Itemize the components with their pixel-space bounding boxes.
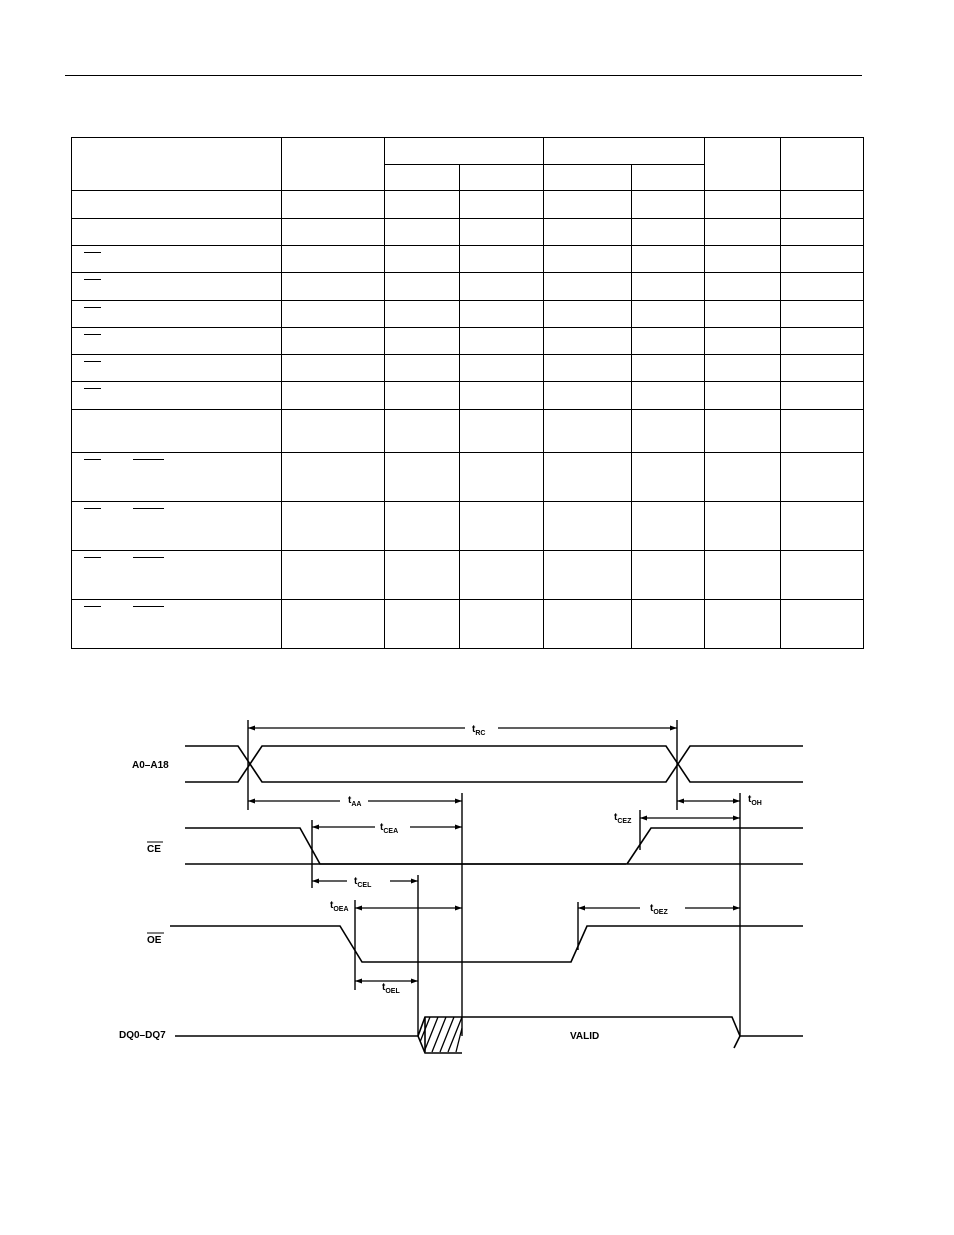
table-cell — [544, 301, 632, 328]
table-cell — [460, 355, 544, 382]
table-cell — [705, 453, 781, 502]
table-cell — [460, 600, 544, 649]
overbar-mark — [84, 307, 101, 308]
data-waveform — [175, 1017, 803, 1053]
table-cell — [385, 382, 460, 410]
table-cell — [544, 191, 632, 219]
table-cell — [632, 219, 705, 246]
overbar-mark — [133, 508, 164, 509]
table-row — [72, 191, 864, 219]
parameter-cell — [72, 246, 282, 273]
table-cell — [544, 600, 632, 649]
table-cell — [282, 355, 385, 382]
table-row — [72, 301, 864, 328]
table-cell — [282, 551, 385, 600]
table-cell — [460, 382, 544, 410]
table-cell — [632, 551, 705, 600]
table-cell — [282, 246, 385, 273]
table-cell — [705, 301, 781, 328]
data-transition-hatch — [420, 1017, 462, 1052]
table-cell — [632, 246, 705, 273]
timing-dimension-arrows — [248, 728, 740, 981]
parameter-cell — [72, 219, 282, 246]
table-cell — [544, 246, 632, 273]
table-row — [72, 328, 864, 355]
overbar-mark — [133, 459, 164, 460]
table-cell — [632, 355, 705, 382]
header-cell-min-b — [544, 165, 632, 191]
table-cell — [632, 600, 705, 649]
table-cell — [460, 453, 544, 502]
table-row — [72, 600, 864, 649]
table-cell — [781, 219, 864, 246]
table-cell — [705, 355, 781, 382]
parameter-cell — [72, 410, 282, 453]
table-cell — [460, 410, 544, 453]
table-row — [72, 246, 864, 273]
table-cell — [385, 453, 460, 502]
table-cell — [705, 600, 781, 649]
table-cell — [385, 191, 460, 219]
header-cell-symbol — [282, 138, 385, 191]
label-toel: $t_{OEL}$ — [382, 982, 400, 995]
table-cell — [781, 410, 864, 453]
label-tcea: $t_{CEA}$ — [380, 822, 399, 835]
parameter-cell — [72, 328, 282, 355]
table-cell — [781, 551, 864, 600]
label-tcez: $t_{CEZ}$ — [614, 812, 632, 825]
table-cell — [460, 246, 544, 273]
table-cell — [385, 301, 460, 328]
table-cell — [705, 246, 781, 273]
read-cycle-timing-diagram — [0, 690, 954, 1090]
header-cell-speed-grade-a — [385, 138, 544, 165]
table-cell — [282, 502, 385, 551]
overbar-mark — [84, 459, 101, 460]
header-cell-max-a — [460, 165, 544, 191]
parameter-cell — [72, 600, 282, 649]
table-cell — [632, 191, 705, 219]
table-row — [72, 273, 864, 301]
overbar-mark — [84, 279, 101, 280]
table-cell — [705, 551, 781, 600]
table-cell — [460, 273, 544, 301]
overbar-mark — [84, 252, 101, 253]
header-cell-units — [705, 138, 781, 191]
table-row — [72, 551, 864, 600]
overbar-mark — [84, 388, 101, 389]
header-cell-parameter — [72, 138, 282, 191]
table-cell — [544, 219, 632, 246]
header-rule — [65, 75, 862, 76]
table-cell — [282, 273, 385, 301]
label-taa: $t_{AA}$ — [348, 795, 362, 808]
table-row — [72, 502, 864, 551]
label-trc: $t_{RC}$ — [472, 724, 486, 737]
signal-name-data: DQ0–DQ7 — [119, 1030, 166, 1041]
table-cell — [705, 410, 781, 453]
table-cell — [460, 219, 544, 246]
table-cell — [781, 301, 864, 328]
table-cell — [385, 600, 460, 649]
parameter-cell — [72, 355, 282, 382]
table-cell — [632, 410, 705, 453]
table-cell — [632, 328, 705, 355]
signal-name-address: A0–A18 — [132, 760, 169, 771]
signal-name-output-enable: OE — [147, 935, 162, 946]
label-toh: $t_{OH}$ — [748, 794, 762, 807]
table-cell — [544, 273, 632, 301]
table-row — [72, 219, 864, 246]
table-cell — [460, 502, 544, 551]
chip-enable-waveform — [185, 828, 803, 864]
overbar-mark — [133, 557, 164, 558]
table-cell — [385, 273, 460, 301]
table-cell — [705, 219, 781, 246]
output-enable-waveform — [170, 926, 803, 962]
table-cell — [385, 410, 460, 453]
table-cell — [282, 410, 385, 453]
label-tcel: $t_{CEL}$ — [354, 876, 372, 889]
table-cell — [460, 551, 544, 600]
parameter-cell — [72, 301, 282, 328]
timing-parameters-table — [71, 137, 864, 649]
table-cell — [705, 273, 781, 301]
table-cell — [781, 328, 864, 355]
overbar-mark — [84, 557, 101, 558]
table-cell — [385, 551, 460, 600]
table-cell — [460, 328, 544, 355]
header-cell-max-b — [632, 165, 705, 191]
parameter-cell — [72, 453, 282, 502]
table-cell — [282, 219, 385, 246]
overbar-mark — [84, 334, 101, 335]
table-cell — [385, 219, 460, 246]
table-row — [72, 382, 864, 410]
parameter-cell — [72, 273, 282, 301]
valid-data-label: VALID — [570, 1031, 600, 1042]
table-cell — [781, 246, 864, 273]
table-body — [72, 191, 864, 649]
table-cell — [385, 502, 460, 551]
parameter-cell — [72, 551, 282, 600]
header-cell-speed-grade-b — [544, 138, 705, 165]
table-cell — [282, 301, 385, 328]
table-cell — [781, 191, 864, 219]
label-toez: $t_{OEZ}$ — [650, 903, 668, 916]
table-cell — [705, 382, 781, 410]
table-cell — [282, 600, 385, 649]
table-cell — [632, 382, 705, 410]
overbar-mark — [84, 508, 101, 509]
table-cell — [385, 246, 460, 273]
address-waveform — [185, 746, 803, 782]
header-cell-notes — [781, 138, 864, 191]
table-cell — [282, 191, 385, 219]
parameter-cell — [72, 502, 282, 551]
table-cell — [632, 301, 705, 328]
table-cell — [544, 355, 632, 382]
table-cell — [781, 502, 864, 551]
table-cell — [460, 191, 544, 219]
header-cell-min-a — [385, 165, 460, 191]
table-cell — [705, 502, 781, 551]
signal-name-chip-enable: CE — [147, 844, 161, 855]
table-row — [72, 453, 864, 502]
overbar-mark — [84, 361, 101, 362]
timing-reference-lines — [248, 720, 740, 1036]
table-cell — [385, 328, 460, 355]
table-cell — [544, 410, 632, 453]
table-cell — [781, 382, 864, 410]
table-cell — [781, 273, 864, 301]
table-cell — [544, 551, 632, 600]
table-cell — [282, 453, 385, 502]
table-cell — [385, 355, 460, 382]
table-cell — [544, 502, 632, 551]
table-cell — [781, 600, 864, 649]
label-toea: $t_{OEA}$ — [330, 900, 349, 913]
table-cell — [632, 502, 705, 551]
table-cell — [544, 382, 632, 410]
table-cell — [632, 273, 705, 301]
table-cell — [282, 328, 385, 355]
parameter-cell — [72, 191, 282, 219]
table-cell — [544, 453, 632, 502]
overbar-mark — [133, 606, 164, 607]
table-row — [72, 355, 864, 382]
table-cell — [632, 453, 705, 502]
table-header-row — [72, 138, 864, 165]
table-cell — [781, 453, 864, 502]
table-cell — [544, 328, 632, 355]
table-cell — [705, 328, 781, 355]
table-cell — [282, 382, 385, 410]
table-cell — [460, 301, 544, 328]
parameter-cell — [72, 382, 282, 410]
overbar-mark — [84, 606, 101, 607]
table-cell — [705, 191, 781, 219]
table-row — [72, 410, 864, 453]
table-cell — [781, 355, 864, 382]
